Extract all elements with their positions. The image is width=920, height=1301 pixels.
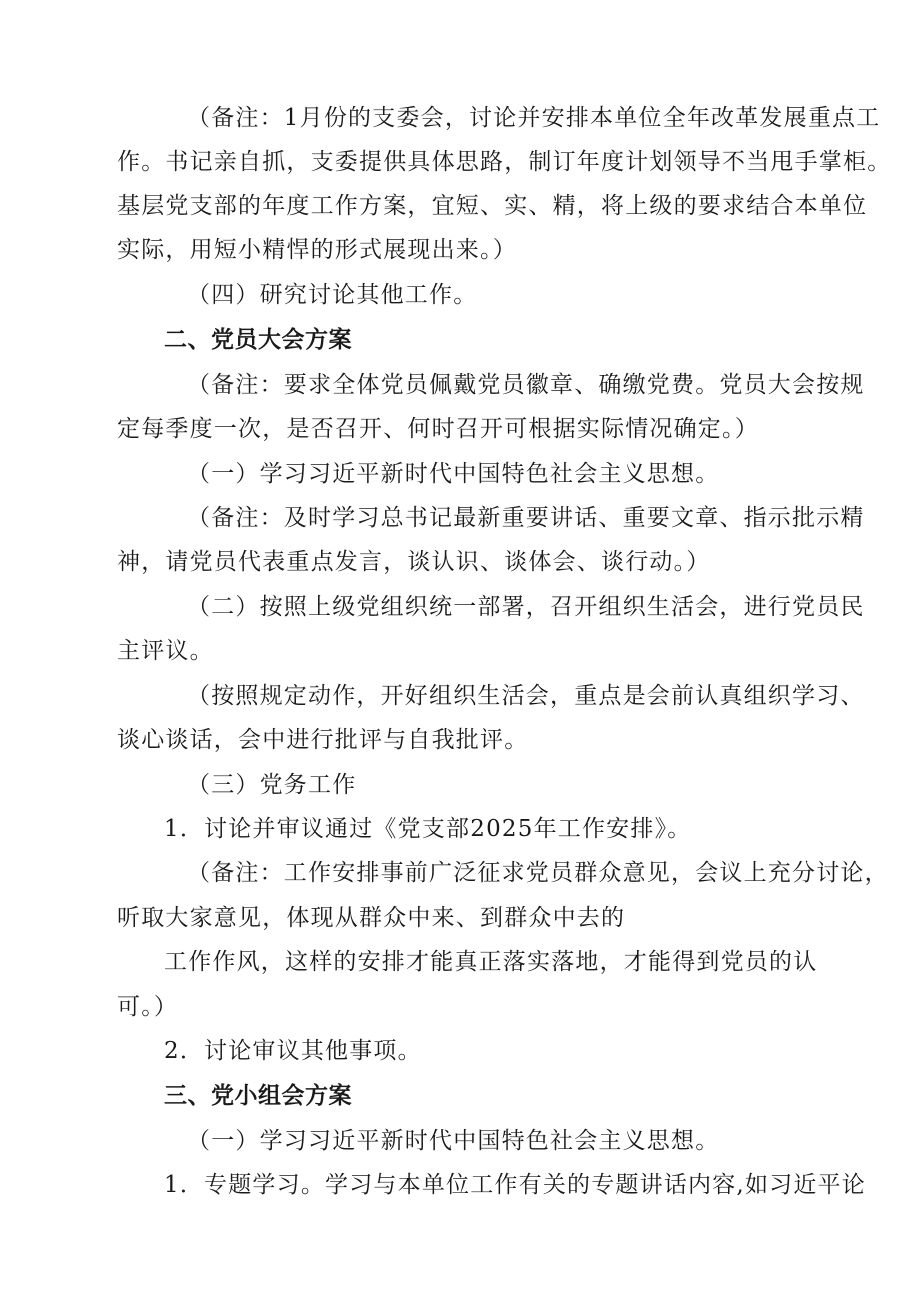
- paragraph-line: 工作作风，这样的安排才能真正落实落地，才能得到党员的认: [164, 949, 818, 975]
- paragraph-line: 作。书记亲自抓，支委提供具体思路，制订年度计划领导不当甩手掌柜。: [117, 149, 892, 175]
- paragraph-line: （三）党务工作: [187, 772, 357, 798]
- paragraph-line: 主评议。: [117, 638, 214, 664]
- paragraph-line: 可。）: [117, 994, 179, 1020]
- paragraph-line: 听取大家意见，体现从群众中来、到群众中去的: [117, 905, 626, 931]
- paragraph-line: （备注：要求全体党员佩戴党员徽章、确缴党费。党员大会按规: [187, 372, 865, 398]
- paragraph-line: （一）学习习近平新时代中国特色社会主义思想。: [187, 1128, 720, 1154]
- paragraph-line: （备注：工作安排事前广泛征求党员群众意见，会议上充分讨论，: [187, 860, 889, 886]
- paragraph-line: 2．讨论审议其他事项。: [164, 1038, 422, 1064]
- paragraph-line: （一）学习习近平新时代中国特色社会主义思想。: [187, 461, 720, 487]
- paragraph-line: 神，请党员代表重点发言，谈认识、谈体会、谈行动。）: [117, 549, 711, 575]
- paragraph-line: （备注：1月份的支委会，讨论并安排本单位全年改革发展重点工: [187, 105, 881, 131]
- paragraph-line: 1．专题学习。学习与本单位工作有关的专题讲话内容,如习近平论: [164, 1172, 866, 1198]
- paragraph-line: 1．讨论并审议通过《党支部2025年工作安排》。: [164, 816, 692, 842]
- paragraph-line: （二）按照上级党组织统一部署，召开组织生活会，进行党员民: [187, 594, 865, 620]
- paragraph-line: 基层党支部的年度工作方案，宜短、实、精，将上级的要求结合本单位: [117, 193, 868, 219]
- paragraph-line: （按照规定动作，开好组织生活会，重点是会前认真组织学习、: [187, 683, 865, 709]
- paragraph-line: （备注：及时学习总书记最新重要讲话、重要文章、指示批示精: [187, 505, 865, 531]
- paragraph-line: 定每季度一次，是否召开、何时召开可根据实际情况确定。）: [117, 416, 759, 442]
- paragraph-line: 谈心谈话，会中进行批评与自我批评。: [117, 727, 529, 753]
- paragraph-line: （四）研究讨论其他工作。: [187, 282, 478, 308]
- paragraph-line: 实际，用短小精悍的形式展现出来。）: [117, 237, 517, 263]
- section-heading: 二、党员大会方案: [164, 327, 352, 353]
- section-heading: 三、党小组会方案: [164, 1083, 352, 1109]
